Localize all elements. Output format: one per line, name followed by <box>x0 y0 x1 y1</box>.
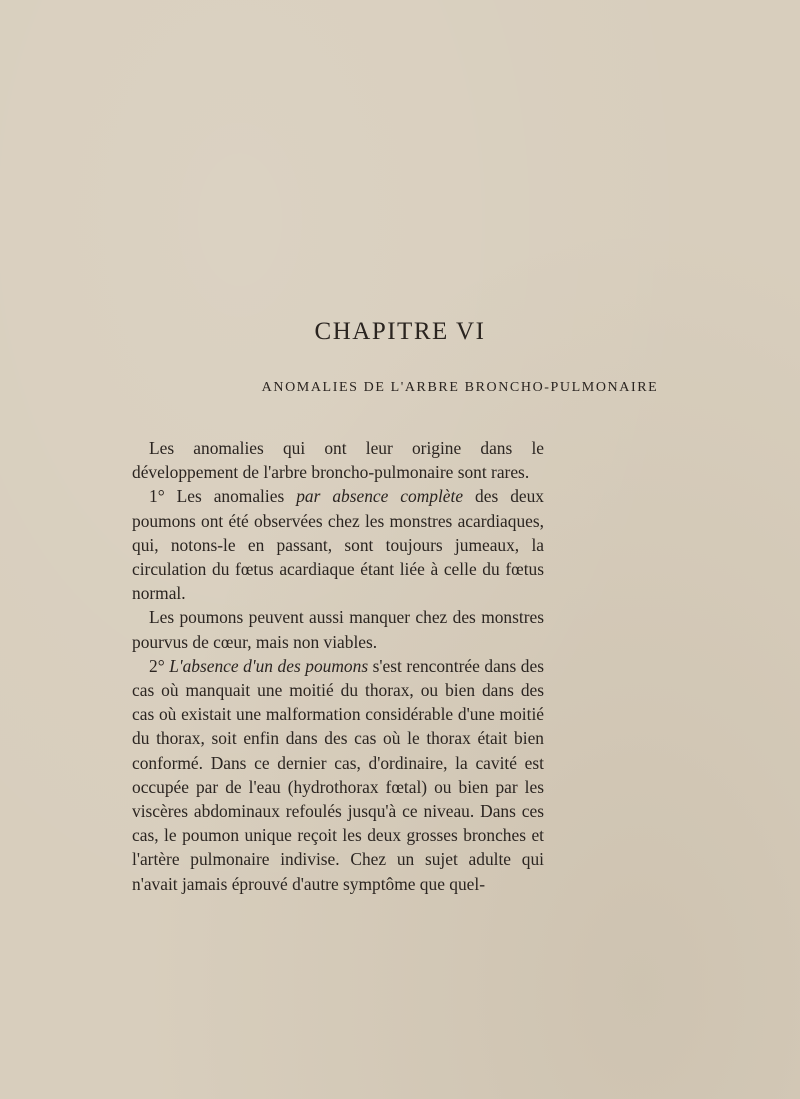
text-run: Les anomalies qui ont leur origine dans le développement de l'arbre broncho-pulmonaire sont rares. <box>132 438 544 483</box>
text-run: 2° <box>149 655 170 676</box>
text-run: Les poumons peuvent aussi manquer chez des monstres pourvus de cœur, mais non viables. <box>132 607 544 652</box>
text-run: s'est rencontrée dans des cas où manquait une moitié du thorax, ou bien dans des cas où existait une malformation considérable d'une moitié du thorax, soit enfin dans des cas où le thorax était bien conformé. Dans ce dernier cas, d'ordinaire, la cavité est occupée par de l'eau (hydrothorax fœtal) ou bien par les viscères abdominaux refoulés jusqu'à ce niveau. Dans ces cas, le poumon unique reçoit les deux grosses bronches et l'artère pulmonaire indivise. Chez un sujet adulte qui n'avait jamais éprouvé d'autre symptôme que quel- <box>132 655 544 894</box>
text-run: des deux poumons ont été observées chez les monstres acardiaques, qui, notons-le en passant, sont toujours jumeaux, la circulation du fœtus acardiaque étant liée à celle du fœtus normal. <box>132 486 545 604</box>
section-title: ANOMALIES DE L'ARBRE BRONCHO-PULMONAIRE <box>261 380 659 395</box>
italic-phrase: par absence complète <box>296 486 464 507</box>
italic-phrase: L'absence d'un des poumons <box>169 655 369 676</box>
paragraph <box>132 605 544 653</box>
bleed-through-text <box>160 168 164 188</box>
text-run: 1° Les anomalies <box>149 486 297 507</box>
paragraph <box>132 484 544 605</box>
body-text <box>132 436 544 896</box>
chapter-title: CHAPITRE VI <box>314 318 486 345</box>
paragraph <box>132 436 544 484</box>
paragraph <box>132 654 544 896</box>
